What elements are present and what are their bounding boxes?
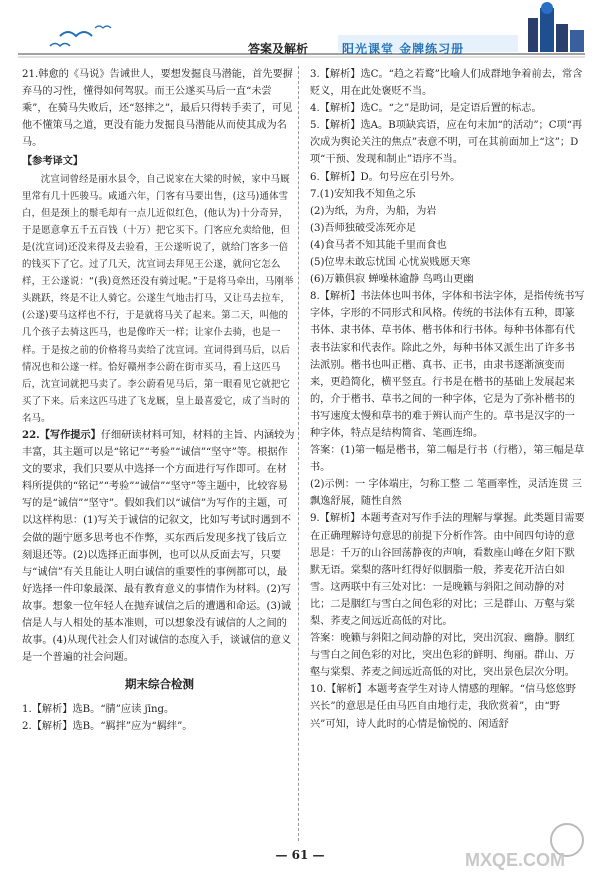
header-brand: 阳光课堂 金牌练习册 — [342, 42, 465, 56]
header-title: 答案及解析 — [248, 42, 309, 56]
answer-7-3: (3)吾师独破受冻死亦足 — [310, 222, 417, 234]
answer-22: 仔细研读材料可知，材料的主旨、内涵较为丰富，其主题可以是“铭记”“考验”“诚信”“坚守”等。根据作文的要求，我们只要从中选择一个方面进行写作即可。在材料所提供的“铭记”“考验”“诚信”“坚守”等主题中，比较容易写的是“诚信”“坚守”。假如我们以“诚信”为写作的主题，可以这样构思：(1)写关于诚信的记叙文，比如写考试时遇到不会做的题宁愿多思考也不作弊，买东西后发现多找了钱后立刻退还等。(2)以选择正面事例，也可以从反面去写，只要与“诚信”有关且能让人明白诚信的重要性的事例都可以，最好选择一件印象最深、最有教育意义的事情作为材料。(2)写故事。想象一位年轻人在抛弃诚信之后的遭遇和命运。(3)诚信是人与人相处的基本准则，可以想象没有诚信的人之间的故事。(4)从现代社会人们对诚信的态度入手，谈诚信的意义是一个普遍的社会问题。 — [22, 429, 295, 664]
answer-8-example: (2)示例：一 字体端庄，匀称工整 二 笔画率性，灵活连贯 三 飘逸舒展，随性自然 — [310, 479, 582, 508]
answer-2: 2.【解析】选B。“羁拌”应为“羁绊”。 — [22, 721, 193, 733]
reference-translation: 沈宣词曾经是丽水县令，自己说家在大梁的时候，家中马厩里常有几十匹骏马。咸通六年，门客有马要出售，(这马)通体雪白，但是颈上的鬃毛却有一点儿近似红色，(他认为)十分奇异，于是愿意拿五千五百钱（十万）把它买下。门客应允卖给他，但是(沈宣词)还没来得及去验看，王公遂听说了，就给门客多一倍的钱买下了它。过了几天，沈宣词去拜见王公遂，就问它怎么样，王公遂说：“(我)竟然还没有骑过呢。”于是将马牵出，马刚举头跳跃，终是不让人骑它。公遂生气地击打马，又让马去拉车，(公遂)要马这样也不行，于是就将马关了起来。第二天，叫他的几个孩子去骑这匹马，也是像昨天一样；让家仆去骑，也是一样。于是按之前的价格将马卖给了沈宣词。宣词得到马后，以后情况也和公遂一样。恰好赣州李公蔚在街市买马，看上这匹马后，沈宣词就把马卖了。李公蔚看见马后，第一眼看见它就把它买了下来。后来这匹马进了飞龙厩，皇上最喜爱它，成了当时的名马。 — [22, 173, 294, 424]
left-column — [22, 66, 297, 736]
answer-8-answer: 答案：(1)第一幅是楷书，第二幅是行书（行楷），第三幅是草书。 — [310, 445, 585, 474]
watermark-icon — [455, 820, 595, 872]
watermark-logo — [455, 820, 595, 872]
answer-8: 8.【解析】书法体也叫书体，字体和书法字体，是指传统书写字体，字形的不同形式和风格。传统的书法体有五种，即篆书体、隶书体、草书体、楷书体和行书体。每种书体都有代表书法家和代表作。除此之外，每种书体又派生出了许多书法派别。楷书也叫正楷、真书、正书，由隶书逐渐演变而来，更趋简化，横平竖直。行书是在楷书的基础上发展起来的，介于楷书、草书之间的一种字体，它是为了弥补楷书的书写速度太慢和草书的难于辨认而产生的。草书是汉字的一种字体，特点是结构简省、笔画连绵。 — [310, 291, 585, 439]
reference-translation-label: 【参考译文】 — [22, 155, 84, 168]
answer-7-2: (2)为纸，为舟，为船，为岩 — [310, 205, 437, 217]
answer-22-label: 22.【写作提示】 — [22, 428, 101, 441]
answer-7-4: (4)食马者不知其能千里而食也 — [310, 239, 447, 251]
answer-7-1: 7.(1)安知我不知鱼之乐 — [310, 188, 416, 200]
answer-9: 9.【解析】本题考查对写作手法的理解与掌握。此类题目需要在正确理解诗句意思的前提下分析作答。由中间四句诗的意思是：千万的山谷回荡静夜的声响，看数座山峰在夕阳下默默无语。棠梨的落叶红得好似胭脂一般，荞麦花开洁白如雪。这两联中有三处对比：一是晚籁与斜阳之间动静的对比；二是胭红与雪白之间色彩的对比；三是群山、万壑与棠梨、荞麦之间远近高低的对比。 — [310, 513, 585, 627]
page-number: — 61 — — [275, 848, 325, 862]
answer-7-6: (6)万籁俱寂 蝉噪林逾静 鸟鸣山更幽 — [310, 274, 474, 286]
answer-6: 6.【解析】D。句号应在引号外。 — [310, 171, 461, 183]
answer-3: 3.【解析】选C。“趋之若鹜”比喻人们成群地争着前去，常含贬义，用在此处褒贬不当。 — [310, 69, 583, 98]
answer-9-answer: 答案：晚籁与斜阳之间动静的对比，突出沉寂、幽静。胭红与雪白之间色彩的对比，突出色彩的鲜明、绚丽。群山、万壑与棠梨、荞麦之间远近高低的对比，突出景色层次分明。 — [310, 633, 575, 679]
answer-21: 21.韩愈的《马说》告诫世人，要想发掘良马潜能，首先要摒弃马的习性，懂得如何驾驭。而王公遂买马后一直“未尝乘”，在骑马失败后，还“怒摔之”，最后只得转手卖了，可见他不懂策马之道，更没有能力发掘良马潜能从而使其成为名马。 — [22, 69, 293, 149]
answer-7-5: (5)位卑未敢忘忧国 心忧炭贱愿天寒 — [310, 257, 471, 269]
column-divider — [298, 66, 299, 841]
answer-1: 1.【解析】选B。“腈”应读 jīng。 — [22, 704, 175, 716]
svg-text:MXQE.COM: MXQE.COM — [465, 850, 566, 870]
right-column — [310, 66, 585, 733]
answer-5: 5.【解析】选A。B项缺宾语，应在句末加“的活动”；C项“再次成为舆论关注的焦点”表意不明，可在其前面加上“这”；D项“干预、发现和制止”语序不当。 — [310, 120, 583, 166]
answer-10: 10.【解析】本题考查学生对诗人情感的理解。“信马悠悠野兴长”的意思是任由马匹自由地行走，我欣赏着”，由“野兴”可知，诗人此时的心情是愉悦的、闲适舒 — [310, 684, 576, 730]
page-header — [0, 0, 600, 62]
answer-4: 4.【解析】选C。“之”是助词，是定语后置的标志。 — [310, 103, 542, 115]
section-title: 期末综合检测 — [125, 677, 194, 692]
